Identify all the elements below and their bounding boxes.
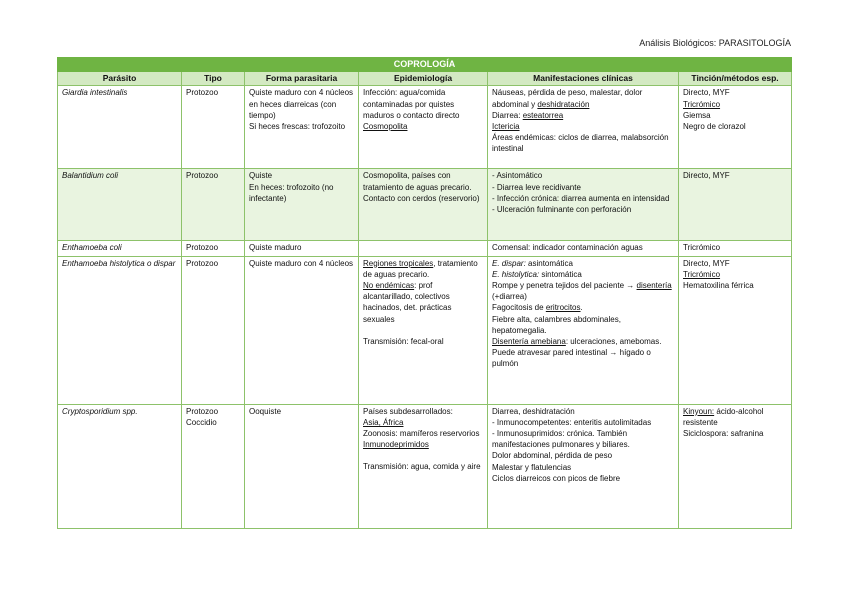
cell-epidemiologia [359,241,488,256]
text-line: En heces: trofozoito (no infectante) [249,182,334,203]
text-line: Diarrea: esteatorrea [492,110,564,120]
cell-tincion [679,169,792,241]
text-line: Tricrómico [683,269,721,279]
cell-manifestaciones: Comensal: indicador contaminación aguas [488,241,679,256]
text-line: Directo, MYF [683,258,730,268]
spacer [363,450,483,461]
column-header-parasito: Parásito [58,72,182,86]
text-line: Cosmopolita, países con tratamiento de aguas precario. [363,171,472,192]
column-header-forma: Forma parasitaria [245,72,359,86]
table-title: COPROLOGÍA [58,58,792,72]
text-line: Contacto con cerdos (reservorio) [363,193,480,203]
text-line: Ciclos diarreicos con picos de fiebre [492,473,621,483]
column-header-manifestaciones: Manifestaciones clínicas [488,72,679,86]
text-line: Transmisión: fecal-oral [363,336,444,346]
text-line: Ictericia [492,122,520,132]
text-line: Quiste [249,171,273,181]
text-line: Náuseas, pérdida de peso, malestar, dolor abdominal y deshidratación [492,88,643,109]
cell-parasito [58,241,182,256]
text-line: - Asintomático [492,171,543,181]
cell-tipo: Protozoo [182,241,245,256]
text-line: Malestar y flatulencias [492,462,572,472]
text-line: Tricrómico [683,99,721,109]
text-line: No endémicas: prof alcantarillado, colectivos hacinados, det. prácticas sexuales [363,281,452,324]
cell-tipo [182,404,245,528]
table-row [58,404,792,528]
cell-epidemiologia [359,169,488,241]
text-line: Puede atravesar pared intestinal → hígado o pulmón [492,348,651,369]
parasite-name: Balantidium coli [62,171,119,181]
text-line: Directo, MYF [683,171,730,181]
text-line: Países subdesarrollados: [363,406,453,416]
column-header-tincion: Tinción/métodos esp. [679,72,792,86]
cell-parasito [58,86,182,169]
table-row [58,241,792,256]
table-row [58,256,792,404]
table-row [58,86,792,169]
spacer [363,325,483,336]
cell-tipo: Protozoo [182,256,245,404]
text-line: Kinyoun: ácido-alcohol resistente [683,406,764,427]
text-line: Cosmopolita [363,122,408,132]
text-line: Siciclospora: safranina [683,429,764,439]
text-line: - Inmunocompetentes: enteritis autolimitadas [492,417,652,427]
text-line: Giemsa [683,110,711,120]
text-line: Protozoo [186,406,219,416]
text-line: Inmunodeprimidos [363,440,429,450]
text-line: Áreas endémicas: ciclos de diarrea, malabsorción intestinal [492,133,669,154]
text-line: Dolor abdominal, pérdida de peso [492,451,613,461]
text-line: - Ulceración fulminante con perforación [492,205,632,215]
cell-forma [245,86,359,169]
cell-tincion [679,256,792,404]
coprologia-table [57,57,792,529]
text-line: Zoonosis: mamíferos reservorios [363,429,480,439]
text-line: Regiones tropicales, tratamiento de aguas precario. [363,258,478,279]
text-line: Negro de clorazol [683,122,746,132]
cell-epidemiologia [359,256,488,404]
text-line: - Infección crónica: diarrea aumenta en intensidad [492,193,670,203]
cell-epidemiologia [359,86,488,169]
document-header-note: Análisis Biológicos: PARASITOLOGÍA [639,38,791,48]
text-line: Infección: agua/comida contaminadas por quistes maduros o contacto directo [363,88,460,120]
cell-tincion: Tricrómico [679,241,792,256]
parasite-name: Cryptosporidium spp. [62,406,138,416]
text-line: Diarrea, deshidratación [492,406,575,416]
text-line: Transmisión: agua, comida y aire [363,462,481,472]
cell-forma: Quiste maduro [245,241,359,256]
text-line: E. histolytica: sintomática [492,269,582,279]
text-line: Coccidio [186,417,217,427]
column-header-tipo: Tipo [182,72,245,86]
table-row [58,169,792,241]
parasite-name: Giardia intestinalis [62,88,128,98]
text-line: Disentería amebiana: ulceraciones, amebomas. [492,337,662,347]
text-line: Hematoxilina férrica [683,281,754,291]
cell-tincion [679,86,792,169]
parasite-name: Enthamoeba coli [62,243,122,253]
text-line: - Inmunosuprimidos: crónica. También manifestaciones pulmonares y biliares. [492,429,630,450]
text-line: Rompe y penetra tejidos del paciente → disentería (+diarrea) [492,281,672,302]
cell-manifestaciones [488,404,679,528]
column-header-epidemiologia: Epidemiología [359,72,488,86]
text-line: E. dispar: asintomática [492,258,573,268]
cell-manifestaciones [488,86,679,169]
text-line: Fagocitosis de eritrocitos. [492,303,583,313]
cell-forma: Quiste maduro con 4 núcleos [245,256,359,404]
parasite-name: Enthamoeba histolytica o dispar [62,258,176,268]
text-line: Si heces frescas: trofozoito [249,122,346,132]
cell-forma [245,169,359,241]
text-line: Directo, MYF [683,88,730,98]
cell-epidemiologia [359,404,488,528]
cell-parasito [58,256,182,404]
cell-manifestaciones [488,256,679,404]
cell-forma: Ooquiste [245,404,359,528]
cell-parasito [58,169,182,241]
text-line: Quiste maduro con 4 núcleos en heces diarreicas (con tiempo) [249,88,354,120]
cell-tipo: Protozoo [182,169,245,241]
text-line: Asia, África [363,417,404,427]
cell-tipo: Protozoo [182,86,245,169]
text-line: - Diarrea leve recidivante [492,182,581,192]
cell-manifestaciones [488,169,679,241]
text-line: Fiebre alta, calambres abdominales, hepatomegalia. [492,314,621,335]
cell-parasito [58,404,182,528]
cell-tincion [679,404,792,528]
